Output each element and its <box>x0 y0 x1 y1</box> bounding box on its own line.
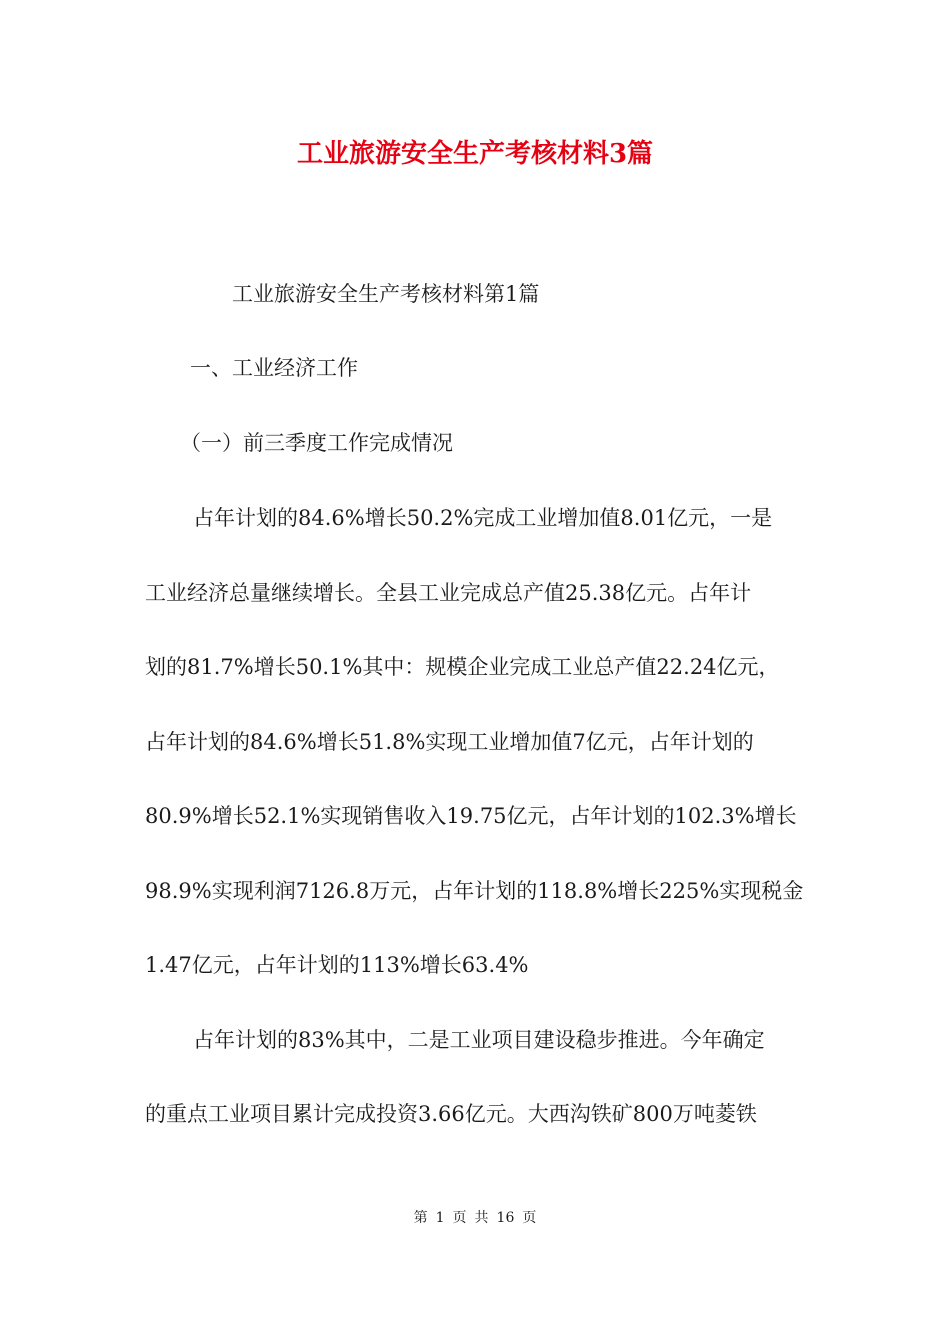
footer-label-ye2: 页 <box>522 1210 537 1226</box>
footer-label-ye: 页 <box>452 1210 467 1226</box>
paragraph-line: 的重点工业项目累计完成投资3.66亿元。大西沟铁矿800万吨菱铁 <box>145 1102 757 1126</box>
paragraph-line: 工业经济总量继续增长。全县工业完成总产值25.38亿元。占年计 <box>145 581 752 605</box>
section-heading: 一、工业经济工作 <box>190 356 358 380</box>
footer-current-page: 1 <box>435 1210 445 1226</box>
paragraph-line: 划的81.7%增长50.1%其中：规模企业完成工业总产值22.24亿元， <box>145 655 780 679</box>
paragraph-line: 1.47亿元，占年计划的113%增长63.4% <box>145 953 529 977</box>
subsection-heading: （一）前三季度工作完成情况 <box>180 431 453 455</box>
paragraph-line: 80.9%增长52.1%实现销售收入19.75亿元，占年计划的102.3%增长 <box>145 804 797 828</box>
footer-total-pages: 16 <box>496 1210 515 1226</box>
paragraph-line: 占年计划的84.6%增长50.2%完成工业增加值8.01亿元，一是 <box>193 506 773 530</box>
paragraph-line: 占年计划的84.6%增长51.8%实现工业增加值7亿元，占年计划的 <box>145 730 754 754</box>
paragraph-line: 98.9%实现利润7126.8万元，占年计划的118.8%增长225%实现税金 <box>145 879 804 903</box>
footer-label-page: 第 <box>413 1210 428 1226</box>
sub-title: 工业旅游安全生产考核材料第1篇 <box>232 282 540 306</box>
footer-label-total: 共 <box>474 1210 489 1226</box>
document-title: 工业旅游安全生产考核材料3篇 <box>296 139 654 169</box>
page-footer <box>0 1208 950 1228</box>
paragraph-line: 占年计划的83%其中，二是工业项目建设稳步推进。今年确定 <box>193 1028 765 1052</box>
